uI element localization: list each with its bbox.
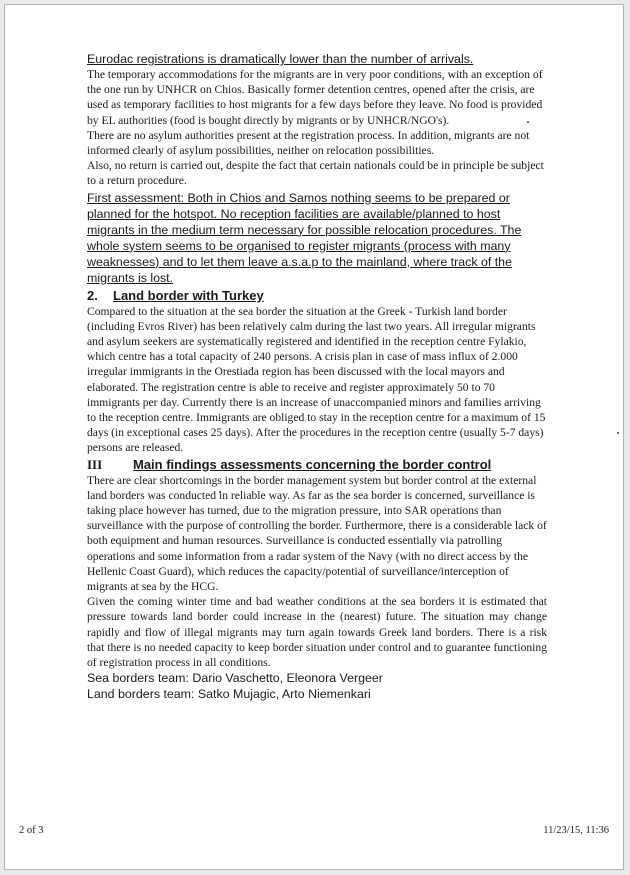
section-3-number: III bbox=[87, 456, 103, 472]
land-borders-team: Land borders team: Satko Mujagic, Arto Niemenkari bbox=[87, 687, 371, 702]
document-body bbox=[87, 51, 547, 702]
sea-borders-team: Sea borders team: Dario Vaschetto, Eleonora Vergeer bbox=[87, 671, 383, 686]
document-page bbox=[4, 4, 624, 870]
section-3-heading bbox=[87, 456, 547, 473]
section-2-number: 2. bbox=[87, 287, 98, 303]
section-2-heading bbox=[87, 287, 547, 304]
land-border-paragraph: Compared to the situation at the sea border the situation at the Greek - Turkish land border (including Evros River) has been relatively calm during the last two years. All irregular migrants and asylum seekers are systematically registered and identified in the reception centre Fylakio, which centre has a total capacity of 240 persons. A crisis plan in case of mass influx of 2.000 irregular immigrants in the Orestiada region has been discussed with the local mayors and elaborated. The registration centre is able to receive and register approximately 50 to 70 immigrants per day. Currently there is an increase of unaccompanied minors and families arriving to the reception centre. Immigrants are obliged to stay in the reception centre for a maximum of 15 days (in exceptional cases 25 days). After the procedures in the reception centre (usually 5-7 days) persons are released. bbox=[87, 304, 546, 455]
winter-paragraph: Given the coming winter time and bad weather conditions at the sea borders it is estimated that pressure towards land border could increase in the (nearest) future. The situation may change rapidly and flow of illegal migrants may turn again towards Greek land borders. There is a risk that there is no needed capacity to keep border situation under control and to guarantee functioning of registration process in all conditions. bbox=[87, 595, 547, 670]
first-assessment-paragraph: First assessment: Both in Chios and Samos nothing seems to be prepared or planned for the hotspot. No reception facilities are available/planned to host migrants in the medium term necessary for possible relocation procedures. The whole system seems to be organised to register migrants (process with many weaknesses) and to let them leave a.s.a.p to the mainland, where track of the migrants is lost. bbox=[87, 190, 522, 285]
page-number: 2 of 3 bbox=[19, 825, 44, 836]
border-control-paragraph: There are clear shortcomings in the border management system but border control at the external land borders was conducted in reliable way. As far as the sea border is concerned, surveillance is taking place however has turned, due to the migration pressure, into SAR operations than surveillance with the purpose of controlling the border. Furthermore, there is a considerable lack of both equipment and human resources. Surveillance is conducted essentially via patrolling operations and some information from a radar system of the Navy (with no direct access by the Hellenic Coast Guard), which reduces the capacity/potential of surveillance/interception of migrants at sea by the HCG. bbox=[87, 473, 547, 594]
eurodac-underlined-line: Eurodac registrations is dramatically lower than the number of arrivals. bbox=[87, 52, 474, 66]
section-2-title: Land border with Turkey bbox=[113, 287, 264, 303]
accommodation-paragraph: The temporary accommodations for the migrants are in very poor conditions, with an exception of the one run by UNHCR on Chios. Basically former detention centres, opened after the crisis, are used as temporary facilities to host migrants for a few days before they leave. No food is provided by EL authorities (food is bought directly by migrants or by UNHCR/NGO's). bbox=[87, 68, 543, 127]
return-paragraph: Also, no return is carried out, despite the fact that certain nationals could be in principle be subject to a return procedure. bbox=[87, 159, 544, 188]
print-timestamp: 11/23/15, 11:36 bbox=[543, 825, 609, 836]
section-3-title: Main findings assessments concerning the border control bbox=[133, 456, 492, 472]
scan-speck bbox=[617, 432, 619, 434]
asylum-paragraph: There are no asylum authorities present at the registration process. In addition, migrants are not informed clearly of asylum possibilities, neither on relocation possibilities. bbox=[87, 128, 530, 158]
